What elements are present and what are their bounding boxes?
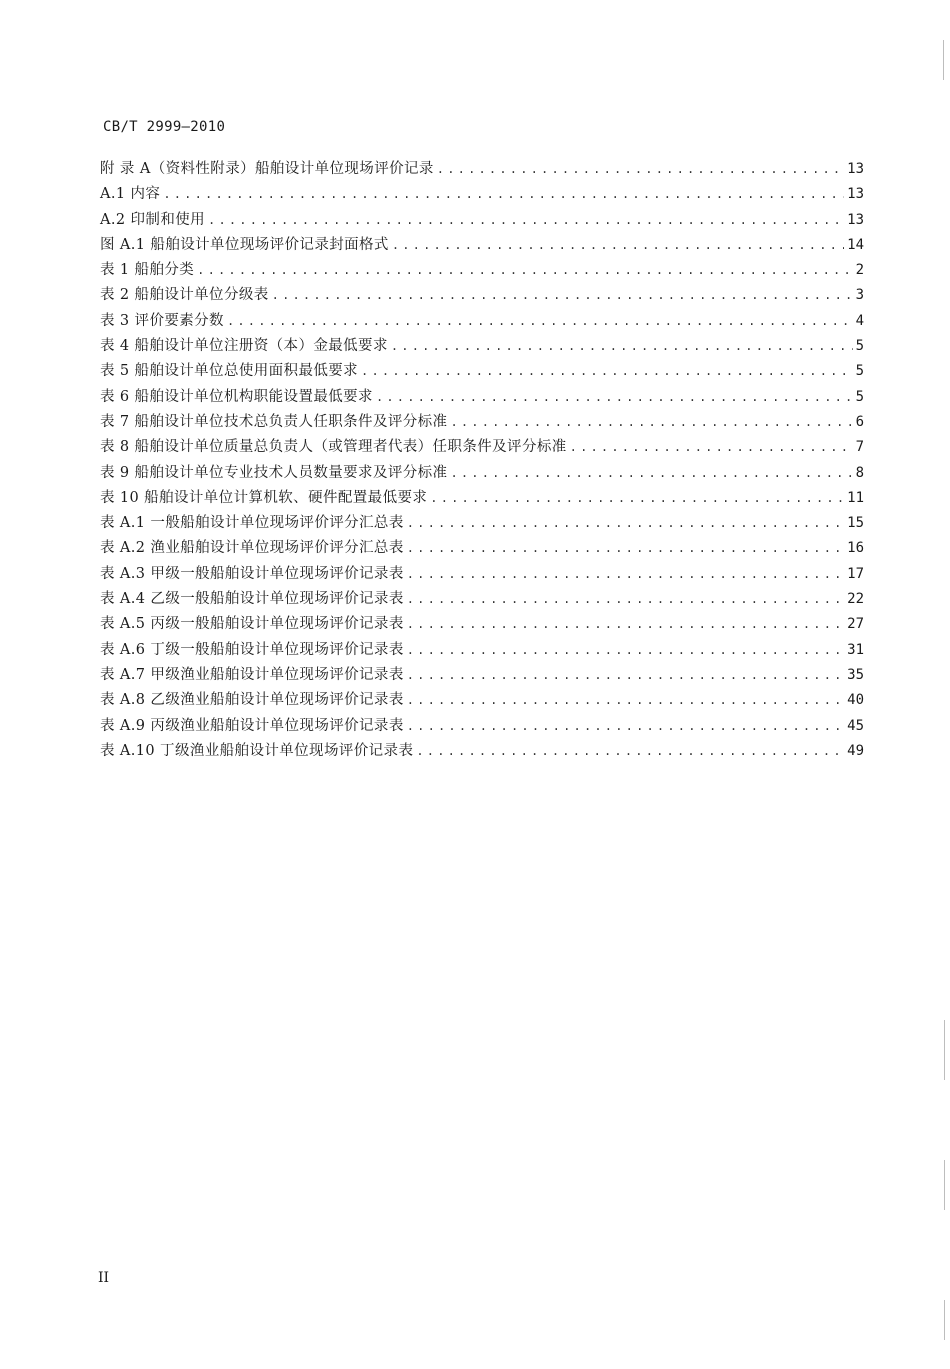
- toc-entry-page: 22: [847, 591, 864, 608]
- toc-entry-label: 表 A.3 甲级一般船舶设计单位现场评价记录表: [100, 565, 404, 582]
- scan-edge-mark: [943, 40, 944, 80]
- toc-entry[interactable]: [100, 739, 864, 764]
- toc-dot-leader: [407, 587, 844, 612]
- toc-entry[interactable]: [100, 612, 864, 637]
- toc-dot-leader: [407, 612, 844, 637]
- toc-entry-page: 8: [855, 464, 864, 481]
- toc-dot-leader: [407, 536, 844, 561]
- toc-entry-page: 35: [847, 666, 864, 683]
- page-number: II: [98, 1270, 110, 1286]
- toc-entry-page: 49: [847, 742, 864, 759]
- toc-dot-leader: [430, 486, 844, 511]
- toc-dot-leader: [450, 461, 852, 486]
- toc-dot-leader: [407, 688, 844, 713]
- toc-entry-page: 3: [855, 287, 864, 304]
- toc-entry[interactable]: [100, 334, 864, 359]
- toc-dot-leader: [163, 182, 844, 207]
- toc-entry-label: 表 A.6 丁级一般船舶设计单位现场评价记录表: [100, 641, 404, 658]
- toc-entry-page: 2: [855, 262, 864, 279]
- toc-entry-label: 表 5 船舶设计单位总使用面积最低要求: [100, 363, 359, 380]
- toc-entry-label: 图 A.1 船舶设计单位现场评价记录封面格式: [100, 236, 389, 253]
- toc-dot-leader: [208, 208, 844, 233]
- toc-entry-label: 表 A.10 丁级渔业船舶设计单位现场评价记录表: [100, 742, 414, 759]
- toc-entry-label: 表 A.5 丙级一般船舶设计单位现场评价记录表: [100, 616, 404, 633]
- toc-entry-page: 31: [847, 641, 864, 658]
- toc-entry[interactable]: [100, 258, 864, 283]
- toc-dot-leader: [407, 511, 844, 536]
- toc-entry[interactable]: [100, 208, 864, 233]
- toc-entry[interactable]: [100, 511, 864, 536]
- toc-entry-page: 45: [847, 717, 864, 734]
- toc-entry-label: 表 1 船舶分类: [100, 262, 195, 279]
- toc-entry-label: A.2 印制和使用: [100, 211, 206, 228]
- toc-entry-page: 13: [847, 211, 864, 228]
- toc-entry-page: 5: [855, 363, 864, 380]
- standard-code-header: CB/T 2999—2010: [103, 119, 226, 135]
- toc-entry-label: 表 A.7 甲级渔业船舶设计单位现场评价记录表: [100, 666, 404, 683]
- scan-edge-mark: [944, 1300, 945, 1340]
- toc-entry-label: 表 A.4 乙级一般船舶设计单位现场评价记录表: [100, 591, 404, 608]
- toc-entry[interactable]: [100, 435, 864, 460]
- toc-entry[interactable]: [100, 536, 864, 561]
- toc-entry-page: 4: [855, 312, 864, 329]
- toc-entry[interactable]: [100, 283, 864, 308]
- toc-dot-leader: [416, 739, 844, 764]
- toc-dot-leader: [376, 385, 853, 410]
- toc-dot-leader: [407, 562, 844, 587]
- toc-entry-label: 表 A.2 渔业船舶设计单位现场评价评分汇总表: [100, 540, 404, 557]
- toc-entry-page: 7: [855, 439, 864, 456]
- toc-entry-label: 表 10 船舶设计单位计算机软、硬件配置最低要求: [100, 489, 428, 506]
- toc-entry[interactable]: [100, 714, 864, 739]
- toc-dot-leader: [392, 233, 844, 258]
- toc-entry-page: 40: [847, 692, 864, 709]
- toc-entry[interactable]: [100, 587, 864, 612]
- toc-entry-page: 15: [847, 515, 864, 532]
- toc-dot-leader: [407, 663, 844, 688]
- scan-edge-mark: [944, 1020, 945, 1080]
- toc-entry[interactable]: [100, 410, 864, 435]
- toc-entry-page: 14: [847, 236, 864, 253]
- toc-entry-page: 13: [847, 161, 864, 177]
- toc-entry[interactable]: [100, 157, 864, 182]
- toc-entry-label: 表 A.1 一般船舶设计单位现场评价评分汇总表: [100, 515, 404, 532]
- toc-dot-leader: [227, 309, 853, 334]
- toc-entry[interactable]: [100, 663, 864, 688]
- toc-entry-label: 表 2 船舶设计单位分级表: [100, 287, 269, 304]
- toc-dot-leader: [272, 283, 853, 308]
- toc-entry[interactable]: [100, 486, 864, 511]
- toc-entry[interactable]: [100, 359, 864, 384]
- toc-dot-leader: [361, 359, 853, 384]
- toc-dot-leader: [437, 157, 844, 182]
- toc-entry-label: 附 录 A（资料性附录）船舶设计单位现场评价记录: [100, 161, 434, 177]
- table-of-contents: [100, 157, 864, 764]
- toc-entry[interactable]: [100, 461, 864, 486]
- toc-entry[interactable]: [100, 688, 864, 713]
- toc-dot-leader: [570, 435, 853, 460]
- toc-entry-page: 16: [847, 540, 864, 557]
- toc-dot-leader: [407, 638, 844, 663]
- toc-entry[interactable]: [100, 309, 864, 334]
- toc-entry[interactable]: [100, 182, 864, 207]
- toc-entry-page: 17: [847, 565, 864, 582]
- toc-dot-leader: [197, 258, 852, 283]
- toc-entry-label: 表 9 船舶设计单位专业技术人员数量要求及评分标准: [100, 464, 448, 481]
- toc-entry-page: 11: [847, 489, 864, 506]
- toc-entry-page: 5: [855, 388, 864, 405]
- toc-entry-label: 表 4 船舶设计单位注册资（本）金最低要求: [100, 338, 388, 355]
- toc-entry-page: 6: [855, 413, 864, 430]
- toc-entry-page: 27: [847, 616, 864, 633]
- toc-entry[interactable]: [100, 233, 864, 258]
- toc-entry-label: 表 A.9 丙级渔业船舶设计单位现场评价记录表: [100, 717, 404, 734]
- toc-entry[interactable]: [100, 638, 864, 663]
- scan-edge-mark: [944, 1160, 945, 1210]
- toc-entry-label: 表 6 船舶设计单位机构职能设置最低要求: [100, 388, 373, 405]
- toc-entry-page: 13: [847, 186, 864, 203]
- toc-entry-label: 表 8 船舶设计单位质量总负责人（或管理者代表）任职条件及评分标准: [100, 439, 567, 456]
- toc-entry-label: 表 3 评价要素分数: [100, 312, 224, 329]
- toc-entry-label: A.1 内容: [100, 186, 161, 203]
- toc-entry-page: 5: [855, 338, 864, 355]
- toc-dot-leader: [450, 410, 852, 435]
- toc-dot-leader: [391, 334, 853, 359]
- toc-entry[interactable]: [100, 385, 864, 410]
- toc-entry-label: 表 7 船舶设计单位技术总负责人任职条件及评分标准: [100, 413, 448, 430]
- toc-entry-label: 表 A.8 乙级渔业船舶设计单位现场评价记录表: [100, 692, 404, 709]
- toc-entry[interactable]: [100, 562, 864, 587]
- toc-dot-leader: [407, 714, 844, 739]
